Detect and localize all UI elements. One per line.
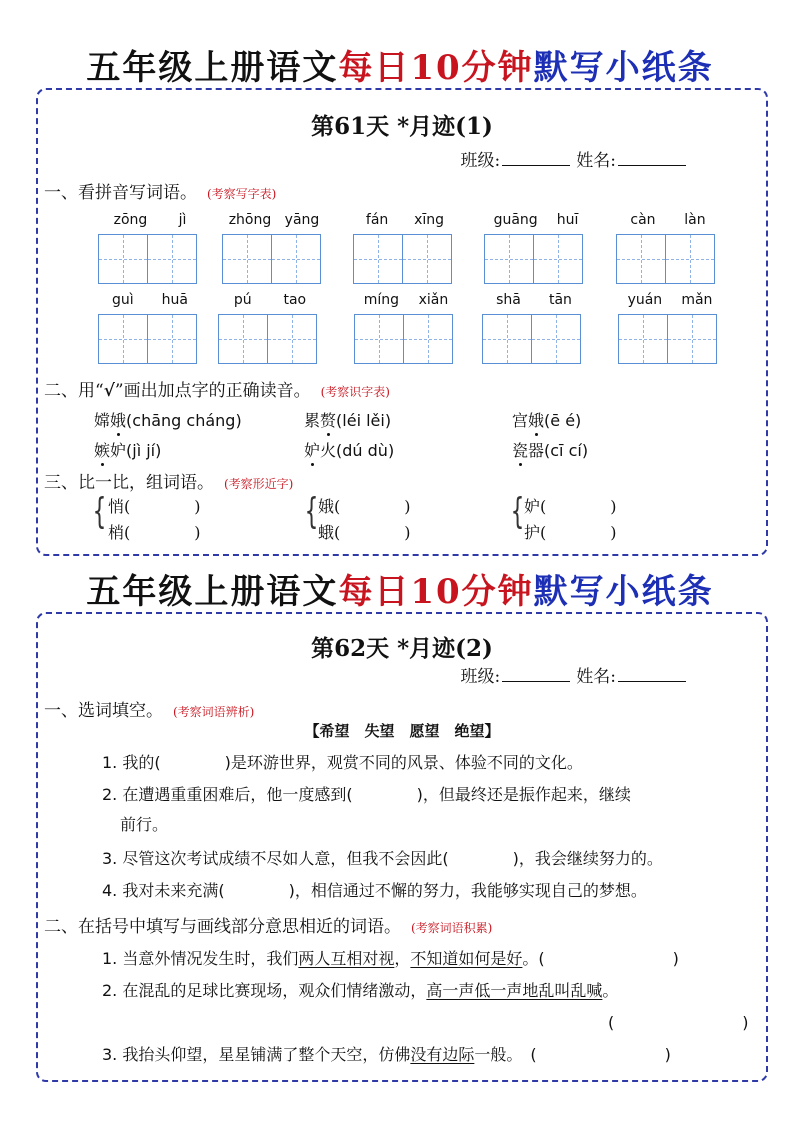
pinyin-syllable: zhōng bbox=[228, 212, 272, 228]
sentence-text: 3. 我抬头仰望，星星铺满了整个天空，仿佛 bbox=[102, 1045, 411, 1064]
writing-box[interactable] bbox=[271, 234, 321, 284]
pinyin-syllable: tao bbox=[283, 292, 307, 308]
class-name-fields bbox=[461, 662, 692, 687]
writing-box[interactable] bbox=[98, 314, 148, 364]
section-hint: (考察写字表) bbox=[207, 187, 277, 201]
writing-box[interactable] bbox=[482, 314, 532, 364]
class-blank[interactable] bbox=[502, 149, 570, 166]
dotted-char: 赘 bbox=[320, 408, 336, 431]
reading-options: (chāng cháng) bbox=[126, 411, 242, 430]
compare-item[interactable]: 妒( ) bbox=[524, 497, 617, 516]
name-label: 姓名: bbox=[576, 151, 616, 171]
pinyin-syllable: huā bbox=[161, 292, 188, 308]
pinyin-syllable: càn bbox=[630, 212, 656, 228]
compare-item[interactable]: 娥( ) bbox=[318, 497, 411, 516]
writing-box[interactable] bbox=[353, 234, 403, 284]
writing-box[interactable] bbox=[147, 314, 197, 364]
answer-paren: ( ) bbox=[514, 1045, 671, 1064]
pinyin-syllable: xiǎn bbox=[418, 292, 449, 308]
sentence-text: 2. 在混乱的足球比赛现场，观众们情绪激动， bbox=[102, 981, 427, 1000]
pinyin-syllable: xīng bbox=[414, 212, 445, 228]
writing-box[interactable] bbox=[402, 234, 452, 284]
worksheet-card-day62 bbox=[36, 612, 768, 1082]
check-mark: √ bbox=[103, 381, 115, 401]
pinyin-syllable: zōng bbox=[113, 212, 148, 228]
day-title: 第61天 *月迹(1) bbox=[311, 113, 493, 140]
pinyin-syllable: shā bbox=[496, 292, 521, 308]
section-title-text: 二、用“ bbox=[44, 381, 104, 401]
pinyin-syllable: guì bbox=[112, 292, 134, 308]
banner-part-daily: 每日10分钟 bbox=[338, 48, 534, 88]
reading-item[interactable] bbox=[304, 408, 391, 431]
underlined-phrase: 不知道如何是好 bbox=[410, 949, 523, 968]
section-hint: (考察词语积累) bbox=[411, 921, 493, 935]
answer-paren[interactable]: ( ) bbox=[608, 1013, 749, 1032]
banner-part-daily: 每日10分钟 bbox=[338, 572, 534, 612]
fill-blank-sentence[interactable]: 4. 我对未来充满( )，相信通过不懈的努力，我能够实现自己的梦想。 bbox=[102, 881, 647, 900]
dotted-char: 嫉 bbox=[94, 438, 110, 461]
underlined-phrase: 两人互相对视 bbox=[298, 949, 395, 968]
name-blank[interactable] bbox=[618, 149, 686, 166]
brace-icon: { bbox=[304, 491, 319, 532]
synonym-sentence[interactable] bbox=[102, 946, 679, 969]
reading-item[interactable] bbox=[304, 438, 394, 461]
compare-item[interactable]: 蛾( ) bbox=[318, 523, 411, 542]
class-name-fields bbox=[461, 146, 692, 171]
writing-box[interactable] bbox=[618, 314, 668, 364]
dotted-char: 娥 bbox=[110, 408, 126, 431]
dotted-char: 娥 bbox=[528, 408, 544, 431]
pinyin-syllable: míng bbox=[363, 292, 400, 308]
brace-icon: { bbox=[510, 491, 525, 532]
fill-blank-sentence[interactable]: 1. 我的( )是环游世界，观赏不同的风景、体验不同的文化。 bbox=[102, 753, 583, 772]
pinyin-syllable: yāng bbox=[284, 212, 320, 228]
writing-box[interactable] bbox=[98, 234, 148, 284]
sentence-text: ， bbox=[394, 949, 411, 968]
banner-part-dictation: 默写小纸条 bbox=[533, 572, 714, 612]
worksheet-card-day61 bbox=[36, 88, 768, 556]
section-title-text: 一、选词填空。 bbox=[44, 701, 163, 721]
answer-paren: 。( ) bbox=[522, 949, 679, 968]
day-title: 第62天 *月迹(2) bbox=[311, 635, 493, 662]
writing-box[interactable] bbox=[218, 314, 268, 364]
fill-blank-sentence-cont: 前行。 bbox=[120, 815, 169, 834]
pinyin-syllable: mǎn bbox=[681, 292, 713, 308]
compare-item[interactable]: 悄( ) bbox=[108, 497, 201, 516]
section-title-text: ”画出加点字的正确读音。 bbox=[114, 381, 311, 401]
compare-item[interactable]: 护( ) bbox=[524, 523, 617, 542]
section-title bbox=[44, 912, 492, 937]
fill-blank-sentence[interactable]: 2. 在遭遇重重困难后，他一度感到( )，但最终还是振作起来，继续 bbox=[102, 785, 631, 804]
underlined-phrase: 高一声低一声地乱叫乱喊 bbox=[426, 981, 603, 1000]
section-title-text: 一、看拼音写词语。 bbox=[44, 183, 197, 203]
reading-char: 宫 bbox=[512, 411, 529, 430]
pinyin-syllable: huī bbox=[556, 212, 579, 228]
writing-box[interactable] bbox=[222, 234, 272, 284]
section-title bbox=[44, 178, 276, 203]
pinyin-syllable: làn bbox=[684, 212, 706, 228]
section-hint: (考察形近字) bbox=[224, 477, 294, 491]
writing-box[interactable] bbox=[665, 234, 715, 284]
reading-options: (léi lěi) bbox=[336, 411, 392, 430]
reading-item[interactable] bbox=[512, 408, 581, 431]
reading-options: (ē é) bbox=[544, 411, 582, 430]
sentence-text: 一般。 bbox=[474, 1045, 515, 1064]
class-label: 班级: bbox=[460, 667, 501, 687]
name-blank[interactable] bbox=[618, 665, 686, 682]
writing-box[interactable] bbox=[667, 314, 717, 364]
class-label: 班级: bbox=[460, 151, 501, 171]
section-hint: (考察词语辨析) bbox=[173, 705, 255, 719]
pinyin-syllable: guāng bbox=[493, 212, 538, 228]
section-title-text: 三、比一比，组词语。 bbox=[44, 473, 214, 493]
banner-part-dictation: 默写小纸条 bbox=[533, 48, 714, 88]
pinyin-syllable: jì bbox=[178, 212, 187, 228]
fill-blank-sentence[interactable]: 3. 尽管这次考试成绩不尽如人意，但我不会因此( )，我会继续努力的。 bbox=[102, 849, 663, 868]
pinyin-syllable: fán bbox=[365, 212, 389, 228]
banner-part-grade: 五年级上册语文 bbox=[86, 572, 339, 612]
pinyin-syllable: pú bbox=[233, 292, 252, 308]
banner-part-grade: 五年级上册语文 bbox=[86, 48, 339, 88]
reading-item[interactable] bbox=[94, 438, 161, 461]
underlined-phrase: 没有边际 bbox=[410, 1045, 475, 1064]
reading-char: 累 bbox=[304, 411, 321, 430]
name-label: 姓名: bbox=[576, 667, 616, 687]
reading-item[interactable] bbox=[512, 438, 588, 461]
worksheet-banner bbox=[0, 564, 800, 613]
writing-box[interactable] bbox=[403, 314, 453, 364]
section-title bbox=[44, 376, 390, 401]
writing-box[interactable] bbox=[484, 234, 534, 284]
writing-box[interactable] bbox=[616, 234, 666, 284]
compare-item[interactable]: 梢( ) bbox=[108, 523, 201, 542]
section-hint: (考察识字表) bbox=[320, 385, 390, 399]
writing-box[interactable] bbox=[354, 314, 404, 364]
reading-char: 嫦 bbox=[94, 411, 111, 430]
reading-item[interactable] bbox=[94, 408, 242, 431]
section-title bbox=[44, 696, 254, 721]
synonym-sentence[interactable] bbox=[102, 978, 618, 1001]
class-blank[interactable] bbox=[502, 665, 570, 682]
writing-box[interactable] bbox=[531, 314, 581, 364]
pinyin-syllable: tān bbox=[548, 292, 572, 308]
writing-box[interactable] bbox=[147, 234, 197, 284]
word-bank: 【希望 失望 愿望 绝望】 bbox=[304, 722, 500, 740]
writing-box[interactable] bbox=[533, 234, 583, 284]
worksheet-banner bbox=[0, 40, 800, 89]
pinyin-syllable: yuán bbox=[627, 292, 663, 308]
synonym-sentence[interactable] bbox=[102, 1042, 671, 1065]
reading-options: 火(dú dù) bbox=[320, 441, 395, 460]
writing-box[interactable] bbox=[267, 314, 317, 364]
sentence-text: 1. 当意外情况发生时，我们 bbox=[102, 949, 299, 968]
section-title-text: 二、在括号中填写与画线部分意思相近的词语。 bbox=[44, 917, 401, 937]
dotted-char: 妒 bbox=[304, 438, 320, 461]
section-title bbox=[44, 468, 293, 493]
dotted-char: 瓷 bbox=[512, 438, 528, 461]
reading-options: 妒(jì jí) bbox=[110, 441, 162, 460]
sentence-text: 。 bbox=[602, 981, 619, 1000]
reading-options: 器(cī cí) bbox=[528, 441, 589, 460]
brace-icon: { bbox=[92, 491, 107, 532]
